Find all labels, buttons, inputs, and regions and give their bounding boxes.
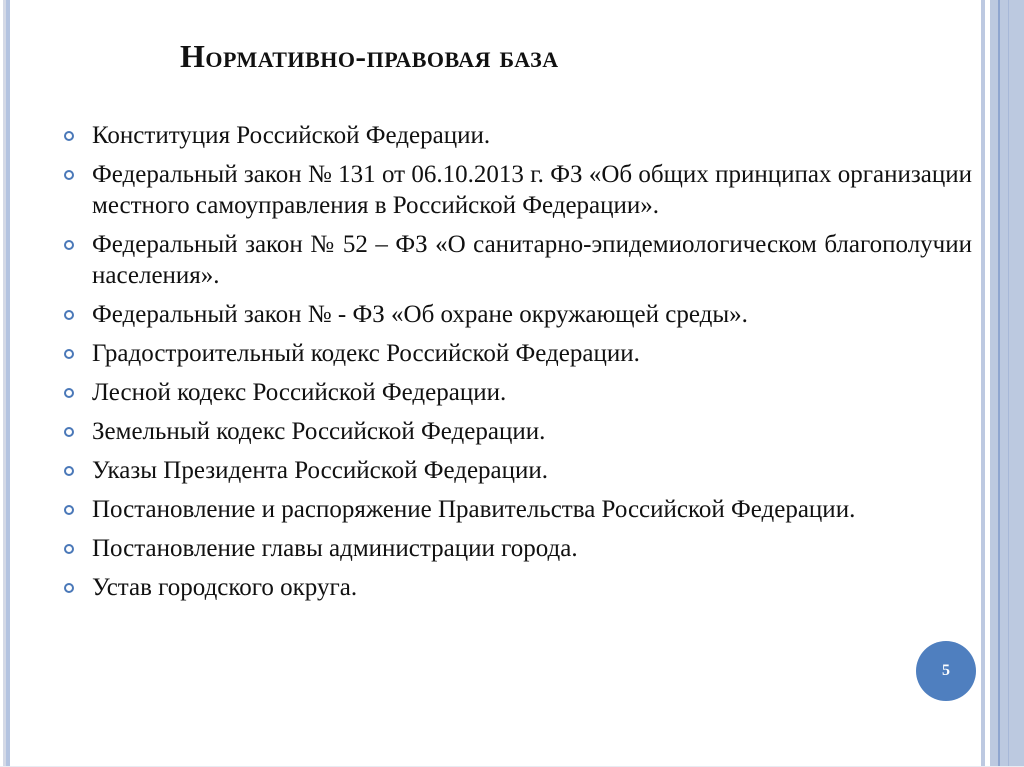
left-border-stripe (6, 0, 10, 767)
list-item (60, 159, 972, 221)
bullet-circle-icon (64, 544, 74, 554)
list-item-text: Постановление главы администрации города. (92, 535, 578, 562)
bullet-circle-icon (64, 310, 74, 320)
bullet-circle-icon (64, 505, 74, 515)
list-item (60, 377, 972, 408)
list-item-text: Устав городского округа. (92, 574, 358, 601)
right-border-stripe-thin (981, 0, 985, 767)
list-item (60, 494, 972, 525)
slide-title: Нормативно-правовая база (180, 38, 559, 74)
list-item-text: Федеральный закон № 131 от 06.10.2013 г. ФЗ «Об общих принципах организации местного самоуправления в Российской Федерации». (92, 161, 972, 219)
list-item-text: Постановление и распоряжение Правительства Российской Федерации. (92, 496, 856, 523)
bullet-circle-icon (64, 240, 74, 250)
right-border-line (1008, 0, 1009, 767)
list-item-text: Земельный кодекс Российской Федерации. (92, 418, 546, 445)
list-item (60, 120, 972, 151)
page-number-badge: 5 (916, 641, 976, 701)
list-item (60, 299, 972, 330)
list-item (60, 229, 972, 291)
bullet-circle-icon (64, 466, 74, 476)
list-item-text: Лесной кодекс Российской Федерации. (92, 379, 507, 406)
list-item (60, 416, 972, 447)
list-item-text: Конституция Российской Федерации. (92, 122, 491, 149)
bullet-circle-icon (64, 131, 74, 141)
list-item (60, 533, 972, 564)
list-item (60, 572, 972, 603)
right-border-band (990, 0, 1024, 767)
list-item (60, 338, 972, 369)
list-item (60, 455, 972, 486)
list-item-text: Федеральный закон № - ФЗ «Об охране окружающей среды». (92, 301, 748, 328)
list-item-text: Федеральный закон № 52 – ФЗ «О санитарно-эпидемиологическом благополучии населения». (92, 231, 972, 289)
bullet-circle-icon (64, 427, 74, 437)
list-item-text: Указы Президента Российской Федерации. (92, 457, 549, 484)
list-item-text: Градостроительный кодекс Российской Федерации. (92, 340, 640, 367)
bullet-list (60, 120, 972, 611)
right-border-line-dark (998, 0, 1000, 767)
bullet-circle-icon (64, 349, 74, 359)
bullet-circle-icon (64, 583, 74, 593)
bullet-circle-icon (64, 170, 74, 180)
bullet-circle-icon (64, 388, 74, 398)
